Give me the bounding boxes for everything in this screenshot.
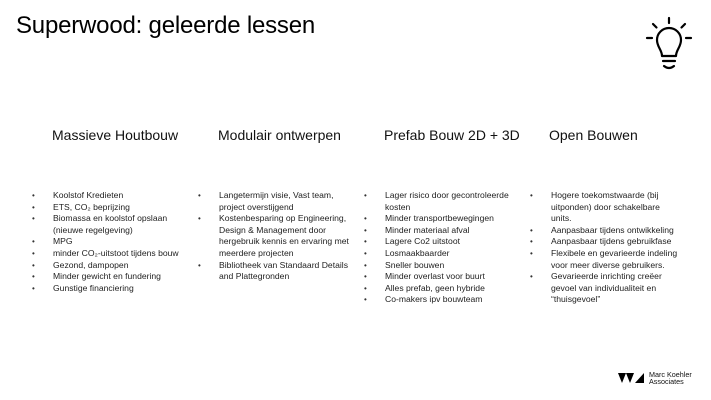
list-item: • Gevarieerde inrichting creëer gevoel van individualiteit en “thuisgevoel”: [530, 271, 682, 306]
list-item: • Minder gewicht en fundering: [32, 271, 182, 283]
column-modulair-ontwerpen: [198, 190, 354, 283]
list-item: • Langetermijn visie, Vast team, project overstijgend: [198, 190, 354, 213]
column-heading-open-bouwen: Open Bouwen: [549, 127, 638, 143]
list-item: • Bibliotheek van Standaard Details and Plattegronden: [198, 260, 354, 283]
bullet-list: [364, 190, 520, 306]
brand-name: [649, 371, 692, 386]
list-item: • Lager risico door gecontroleerde kosten: [364, 190, 520, 213]
list-item: • Gezond, dampopen: [32, 260, 182, 272]
slide-title: Superwood: geleerde lessen: [16, 12, 316, 39]
list-item: • Biomassa en koolstof opslaan (nieuwe regelgeving): [32, 213, 182, 236]
list-item: • minder CO₂-uitstoot tijdens bouw: [32, 248, 182, 260]
bullet-list: [198, 190, 354, 283]
lightbulb-icon: [644, 16, 694, 72]
list-item: • Sneller bouwen: [364, 260, 520, 272]
list-item: • Hogere toekomstwaarde (bij uitponden) door schakelbare units.: [530, 190, 682, 225]
list-item: • Lagere Co2 uitstoot: [364, 236, 520, 248]
list-item: • Losmaakbaarder: [364, 248, 520, 260]
list-item: • Minder transportbewegingen: [364, 213, 520, 225]
list-item: • Minder materiaal afval: [364, 225, 520, 237]
list-item: • Aanpasbaar tijdens gebruikfase: [530, 236, 682, 248]
column-heading-prefab-bouw: Prefab Bouw 2D + 3D: [384, 127, 520, 143]
list-item: • Co-makers ipv bouwteam: [364, 294, 520, 306]
column-heading-massieve-houtbouw: Massieve Houtbouw: [52, 127, 179, 143]
brand-logo: [618, 371, 692, 386]
column-prefab-bouw: [364, 190, 520, 306]
column-heading-modulair-ontwerpen: Modulair ontwerpen: [218, 127, 341, 143]
list-item: • Gunstige financiering: [32, 283, 182, 295]
list-item: • Alles prefab, geen hybride: [364, 283, 520, 295]
column-massieve-houtbouw: [32, 190, 182, 294]
list-item: • Aanpasbaar tijdens ontwikkeling: [530, 225, 682, 237]
list-item: • Kostenbesparing op Engineering, Design & Management door hergebruik kennis en ervaring met meerdere projecten: [198, 213, 354, 259]
bullet-list: [32, 190, 182, 294]
column-open-bouwen: [530, 190, 682, 306]
mka-logo-icon: [618, 372, 644, 384]
list-item: • Minder overlast voor buurt: [364, 271, 520, 283]
list-item: • Koolstof Kredieten: [32, 190, 182, 202]
list-item: • ETS, CO₂ beprijzing: [32, 202, 182, 214]
list-item: • MPG: [32, 236, 182, 248]
list-item: • Flexibele en gevarieerde indeling voor meer diverse gebruikers.: [530, 248, 682, 271]
bullet-list: [530, 190, 682, 306]
brand-name-line1: Marc Koehler: [649, 370, 692, 379]
brand-name-line2: Associates: [649, 377, 684, 387]
